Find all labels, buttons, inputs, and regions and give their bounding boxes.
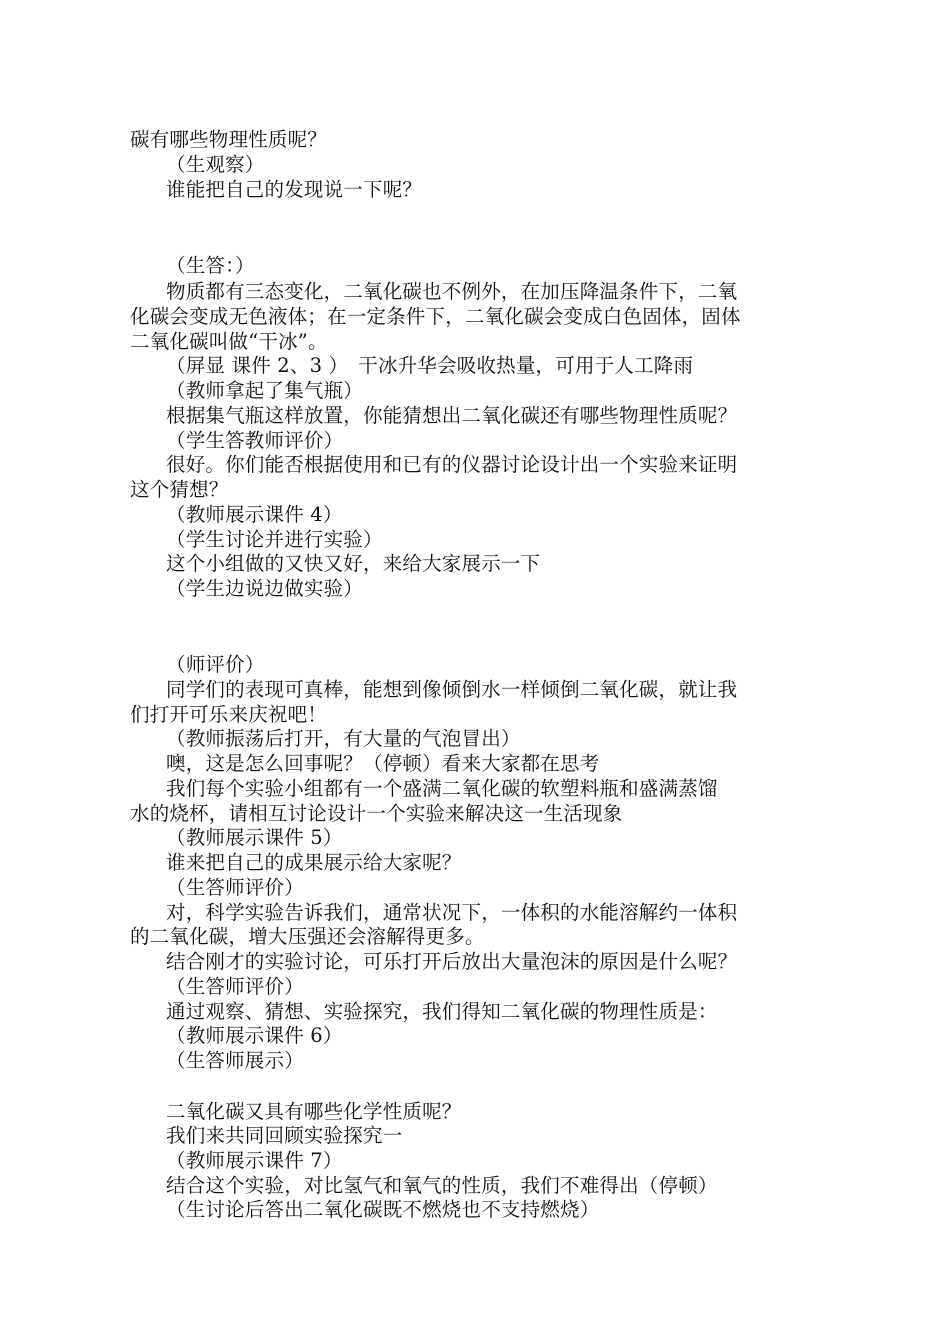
- text-line: 二氧化碳又具有哪些化学性质呢？: [166, 1100, 462, 1123]
- text-line: （生观察）: [166, 153, 265, 176]
- text-line: 同学们的表现可真棒，能想到像倾倒水一样倾倒二氧化碳，就让我: [166, 678, 738, 701]
- text-line: （屏显 课件 2、3 ） 干冰升华会吸收热量，可用于人工降雨: [166, 354, 694, 377]
- text-line: 们打开可乐来庆祝吧！: [130, 703, 328, 726]
- text-line: 这个小组做的又快又好，来给大家展示一下: [166, 552, 541, 575]
- text-line: 结合这个实验，对比氢气和氧气的性质，我们不难得出（停顿）: [166, 1174, 718, 1197]
- text-line: （师评价）: [166, 653, 265, 676]
- text-line: 根据集气瓶这样放置，你能猜想出二氧化碳还有哪些物理性质呢？: [166, 404, 738, 427]
- text-line: 水的烧杯，请相互讨论设计一个实验来解决这一生活现象: [130, 802, 623, 825]
- text-line: 碳有哪些物理性质呢？: [130, 128, 328, 151]
- text-line: （生答：）: [166, 254, 255, 277]
- text-line: 这个猜想？: [130, 478, 229, 501]
- text-line: 通过观察、猜想、实验探究，我们得知二氧化碳的物理性质是：: [166, 1000, 718, 1023]
- text-line: （教师展示课件 4）: [166, 503, 343, 526]
- text-line: 结合刚才的实验讨论，可乐打开后放出大量泡沫的原因是什么呢？: [166, 950, 738, 973]
- text-line: （教师拿起了集气瓶）: [166, 379, 364, 402]
- text-line: （生讨论后答出二氧化碳既不燃烧也不支持燃烧）: [166, 1198, 600, 1221]
- text-line: （生答师评价）: [166, 975, 304, 998]
- text-line: 的二氧化碳，增大压强还会溶解得更多。: [130, 925, 485, 948]
- text-line: （教师振荡后打开，有大量的气泡冒出）: [166, 727, 521, 750]
- text-line: （学生边说边做实验）: [166, 577, 364, 600]
- text-line: （生答师评价）: [166, 876, 304, 899]
- text-line: （学生讨论并进行实验）: [166, 528, 383, 551]
- text-line: 谁来把自己的成果展示给大家呢？: [166, 851, 462, 874]
- text-line: （教师展示课件 5）: [166, 826, 343, 849]
- text-line: 噢，这是怎么回事呢？（停顿）看来大家都在思考: [166, 752, 600, 775]
- text-line: 对，科学实验告诉我们，通常状况下，一体积的水能溶解约一体积: [166, 901, 738, 924]
- text-line: （教师展示课件 7）: [166, 1149, 343, 1172]
- text-line: 我们来共同回顾实验探究一: [166, 1124, 403, 1147]
- text-line: （教师展示课件 6）: [166, 1024, 343, 1047]
- text-line: （学生答教师评价）: [166, 429, 344, 452]
- text-line: 我们每个实验小组都有一个盛满二氧化碳的软塑料瓶和盛满蒸馏: [166, 777, 718, 800]
- text-line: 谁能把自己的发现说一下呢？: [166, 178, 423, 201]
- text-line: 化碳会变成无色液体；在一定条件下，二氧化碳会变成白色固体，固体: [130, 305, 741, 328]
- text-line: 二氧化碳叫做“干冰”。: [130, 330, 328, 353]
- text-line: 很好。你们能否根据使用和已有的仪器讨论设计出一个实验来证明: [166, 453, 738, 476]
- text-line: 物质都有三态变化，二氧化碳也不例外，在加压降温条件下，二氧: [166, 280, 738, 303]
- text-line: （生答师展示）: [166, 1049, 304, 1072]
